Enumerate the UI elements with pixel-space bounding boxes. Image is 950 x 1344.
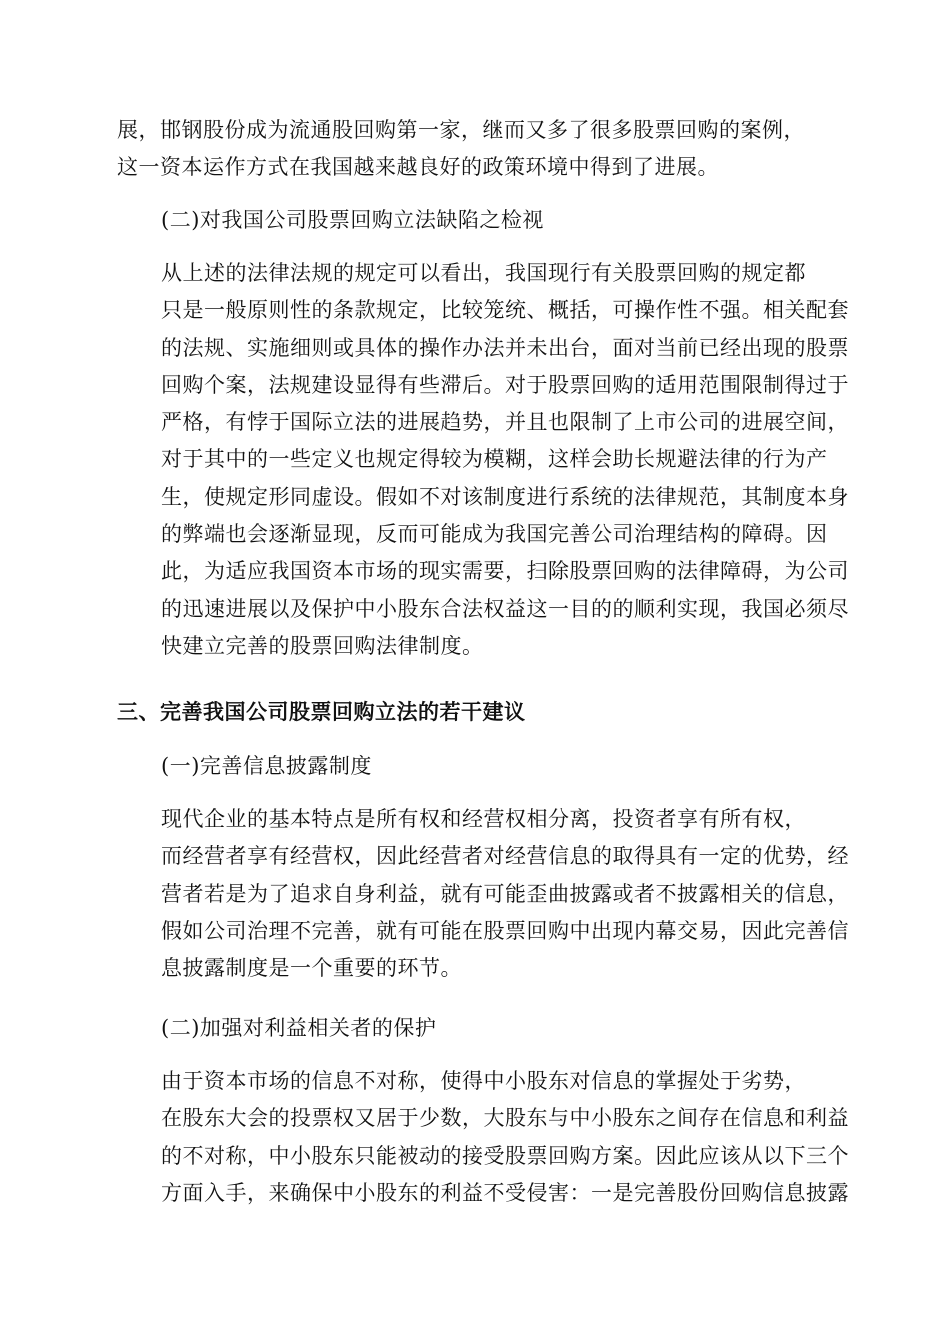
text-line: 这一资本运作方式在我国越来越良好的政策环境中得到了进展。 xyxy=(117,155,719,180)
text-line: 假如公司治理不完善，就有可能在股票回购中出现内幕交易，因此完善信 xyxy=(161,918,849,943)
text-line: 只是一般原则性的条款规定，比较笼统、概括，可操作性不强。相关配套 xyxy=(161,298,849,323)
subheading-legislative-defects: (二)对我国公司股票回购立法缺陷之检视 xyxy=(161,208,544,232)
text-line: 从上述的法律法规的规定可以看出，我国现行有关股票回购的规定都 xyxy=(161,261,806,285)
paragraph-continued xyxy=(117,112,831,187)
text-line: 由于资本市场的信息不对称，使得中小股东对信息的掌握处于劣势， xyxy=(161,1069,806,1093)
text-line: 对于其中的一些定义也规定得较为模糊，这样会助长规避法律的行为产 xyxy=(161,447,828,472)
section-heading-suggestions: 三、完善我国公司股票回购立法的若干建议 xyxy=(117,700,526,724)
text-line: 此，为适应我国资本市场的现实需要，扫除股票回购的法律障碍，为公司 xyxy=(161,559,849,584)
text-line: 严格，有悖于国际立法的进展趋势，并且也限制了上市公司的进展空间， xyxy=(161,410,849,435)
text-line: 回购个案，法规建设显得有些滞后。对于股票回购的适用范围限制得过于 xyxy=(161,372,849,397)
text-line: 营者若是为了追求自身利益，就有可能歪曲披露或者不披露相关的信息， xyxy=(161,881,849,906)
text-line: 息披露制度是一个重要的环节。 xyxy=(161,956,462,981)
text-line: 快建立完善的股票回购法律制度。 xyxy=(161,633,484,658)
text-line: 的迅速进展以及保护中小股东合法权益这一目的的顺利实现，我国必须尽 xyxy=(161,596,849,621)
text-line: 方面入手，来确保中小股东的利益不受侵害：一是完善股份回购信息披露 xyxy=(161,1180,849,1205)
paragraph-stakeholders xyxy=(117,1063,849,1212)
text-line: 的不对称，中小股东只能被动的接受股票回购方案。因此应该从以下三个 xyxy=(161,1143,849,1168)
subheading-disclosure: (一)完善信息披露制度 xyxy=(161,754,372,778)
text-line: 的法规、实施细则或具体的操作办法并未出台，面对当前已经出现的股票 xyxy=(161,335,849,360)
paragraph-disclosure xyxy=(117,801,849,987)
text-line: 展，邯钢股份成为流通股回购第一家，继而又多了很多股票回购的案例， xyxy=(117,118,805,142)
paragraph-legislative-defects xyxy=(117,255,849,665)
subheading-stakeholders: (二)加强对利益相关者的保护 xyxy=(161,1016,437,1040)
text-line: 现代企业的基本特点是所有权和经营权相分离，投资者享有所有权， xyxy=(161,807,806,831)
text-line: 而经营者享有经营权，因此经营者对经营信息的取得具有一定的优势，经 xyxy=(161,844,849,869)
text-line: 生，使规定形同虚设。假如不对该制度进行系统的法律规范，其制度本身 xyxy=(161,484,849,509)
text-line: 的弊端也会逐渐显现，反而可能成为我国完善公司治理结构的障碍。因 xyxy=(161,522,828,547)
text-line: 在股东大会的投票权又居于少数，大股东与中小股东之间存在信息和利益 xyxy=(161,1106,849,1131)
